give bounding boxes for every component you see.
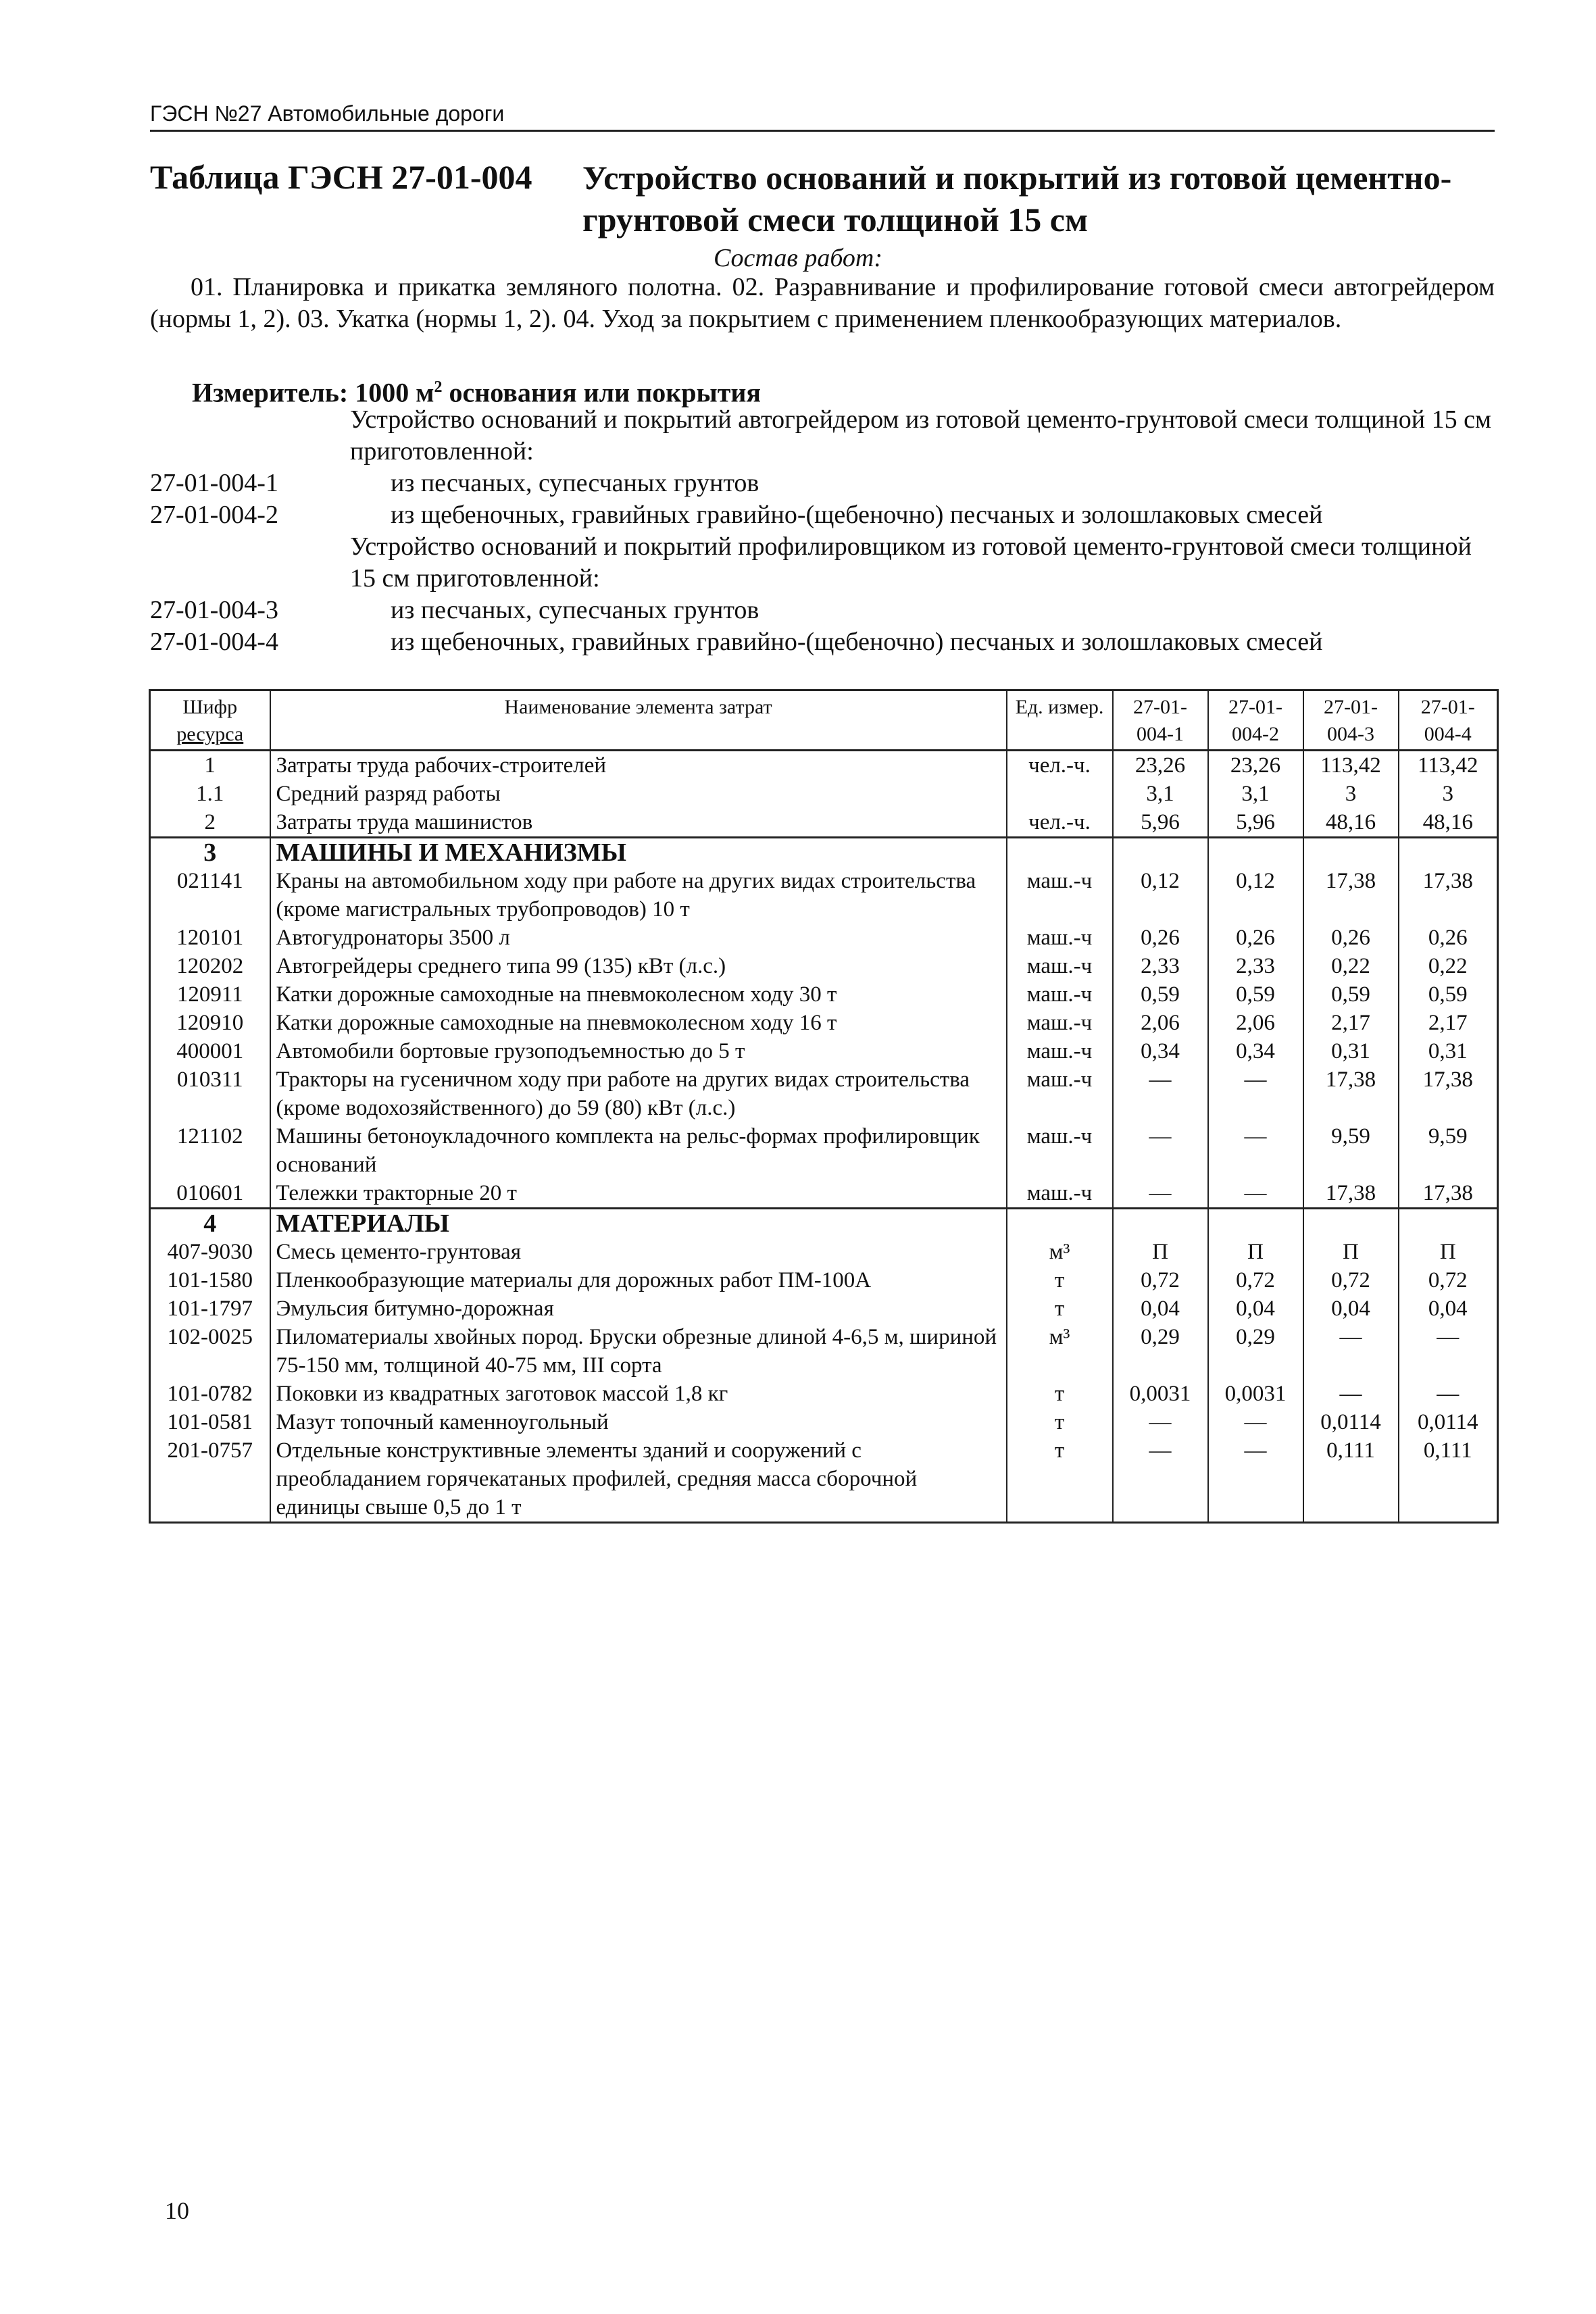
resource-name: Эмульсия битумно-дорожная: [270, 1294, 1007, 1323]
resource-name: Затраты труда рабочих-строителей: [270, 751, 1007, 780]
header-norm-1-line2: 004-1: [1137, 723, 1184, 745]
table-header-row: [150, 690, 1498, 751]
value-norm-2: 0,72: [1208, 1266, 1303, 1294]
resource-code: 010311: [150, 1065, 270, 1122]
resource-code: 407-9030: [150, 1238, 270, 1266]
resource-code: 120910: [150, 1009, 270, 1037]
norm-desc: из щебеночных, гравийных гравийно-(щебеночно) песчаных и золошлаковых смесей: [391, 628, 1323, 656]
resource-code: 2: [150, 808, 270, 838]
value-norm-3: 0,72: [1303, 1266, 1399, 1294]
running-header: ГЭСН №27 Автомобильные дороги: [150, 100, 1495, 132]
resource-code: 201-0757: [150, 1436, 270, 1523]
resource-unit: [1007, 838, 1113, 867]
value-norm-2: —: [1208, 1179, 1303, 1209]
section-title: МАШИНЫ И МЕХАНИЗМЫ: [270, 838, 1007, 867]
resource-unit: чел.-ч.: [1007, 808, 1113, 838]
header-name: Наименование элемента затрат: [270, 690, 1007, 751]
section-code: 3: [150, 838, 270, 867]
norm-desc: из песчаных, супесчаных грунтов: [391, 596, 759, 624]
value-norm-1: —: [1113, 1408, 1208, 1436]
value-norm-2: 0,29: [1208, 1323, 1303, 1380]
value-norm-2: 0,26: [1208, 924, 1303, 952]
resource-unit: чел.-ч.: [1007, 751, 1113, 780]
resource-code: 101-1797: [150, 1294, 270, 1323]
resource-code: 120101: [150, 924, 270, 952]
resource-code: 121102: [150, 1122, 270, 1179]
section-title: МАТЕРИАЛЫ: [270, 1209, 1007, 1238]
value-norm-1: 3,1: [1113, 780, 1208, 808]
resource-name: Краны на автомобильном ходу при работе на других видах строительства (кроме магистральных трубопроводов) 10 т: [270, 867, 1007, 924]
value-norm-2: 2,33: [1208, 952, 1303, 980]
resource-unit: м³: [1007, 1238, 1113, 1266]
header-norm-3: [1303, 690, 1399, 751]
header-norm-4-line1: 27-01-: [1420, 696, 1475, 718]
table-title: Устройство оснований и покрытий из готовой цементно-грунтовой смеси толщиной 15 см: [582, 159, 1452, 238]
table-row: [150, 808, 1498, 838]
norm-list: [150, 404, 1495, 658]
value-norm-2: 0,59: [1208, 980, 1303, 1009]
value-norm-3: 113,42: [1303, 751, 1399, 780]
table-row: [150, 1122, 1498, 1179]
value-norm-4: П: [1399, 1238, 1498, 1266]
value-norm-3: 9,59: [1303, 1122, 1399, 1179]
value-norm-4: 113,42: [1399, 751, 1498, 780]
resource-code: 101-1580: [150, 1266, 270, 1294]
value-norm-3: 0,04: [1303, 1294, 1399, 1323]
resource-name: Автогудронаторы 3500 л: [270, 924, 1007, 952]
value-norm-1: 0,26: [1113, 924, 1208, 952]
norm-code: 27-01-004-1: [150, 469, 278, 497]
section-code: 4: [150, 1209, 270, 1238]
resource-name: Автогрейдеры среднего типа 99 (135) кВт (л.с.): [270, 952, 1007, 980]
table-row: [150, 980, 1498, 1009]
value-norm-3: 0,0114: [1303, 1408, 1399, 1436]
page-number: 10: [165, 2197, 189, 2224]
value-norm-4: 17,38: [1399, 1179, 1498, 1209]
header-norm-1: [1113, 690, 1208, 751]
resource-unit: маш.-ч: [1007, 924, 1113, 952]
resource-table: [149, 689, 1499, 1524]
norm-item: [150, 626, 1495, 658]
table-row: [150, 1408, 1498, 1436]
value-norm-1: 0,72: [1113, 1266, 1208, 1294]
resource-name: Смесь цементо-грунтовая: [270, 1238, 1007, 1266]
value-norm-4: [1399, 1209, 1498, 1238]
resource-unit: т: [1007, 1380, 1113, 1408]
table-row: [150, 1065, 1498, 1122]
norm-group-heading: Устройство оснований и покрытий профилировщиком из готовой цементо-грунтовой смеси толщиной 15 см приготовленной:: [350, 532, 1472, 593]
value-norm-2: 0,34: [1208, 1037, 1303, 1065]
value-norm-1: 5,96: [1113, 808, 1208, 838]
resource-code: 101-0782: [150, 1380, 270, 1408]
value-norm-3: [1303, 1209, 1399, 1238]
resource-name: Отдельные конструктивные элементы зданий и сооружений с преобладанием горячекатаных профилей, средняя масса сборочной единицы свыше 0,5 до 1 т: [270, 1436, 1007, 1523]
table-row: [150, 751, 1498, 780]
table-row: [150, 1323, 1498, 1380]
norm-item: [150, 595, 1495, 626]
resource-code: 101-0581: [150, 1408, 270, 1436]
value-norm-2: —: [1208, 1436, 1303, 1523]
table-row: [150, 1380, 1498, 1408]
value-norm-4: 0,22: [1399, 952, 1498, 980]
value-norm-3: 3: [1303, 780, 1399, 808]
works-heading: Состав работ:: [713, 244, 883, 272]
resource-name: Катки дорожные самоходные на пневмоколесном ходу 30 т: [270, 980, 1007, 1009]
resource-name: Автомобили бортовые грузоподъемностью до 5 т: [270, 1037, 1007, 1065]
table-row: [150, 952, 1498, 980]
table-row: [150, 867, 1498, 924]
value-norm-3: 17,38: [1303, 1179, 1399, 1209]
resource-name: Мазут топочный каменноугольный: [270, 1408, 1007, 1436]
resource-unit: маш.-ч: [1007, 1122, 1113, 1179]
value-norm-4: 2,17: [1399, 1009, 1498, 1037]
resource-code: 1.1: [150, 780, 270, 808]
value-norm-4: —: [1399, 1323, 1498, 1380]
table-row: [150, 1179, 1498, 1209]
header-norm-2-line1: 27-01-: [1228, 696, 1282, 718]
resource-unit: т: [1007, 1294, 1113, 1323]
value-norm-3: —: [1303, 1380, 1399, 1408]
header-code-line2: ресурса: [176, 723, 244, 745]
value-norm-4: 0,59: [1399, 980, 1498, 1009]
header-norm-2-line2: 004-2: [1232, 723, 1279, 745]
table-row: [150, 780, 1498, 808]
section-row: [150, 838, 1498, 867]
value-norm-2: 0,04: [1208, 1294, 1303, 1323]
norm-desc: из песчаных, супесчаных грунтов: [391, 469, 759, 497]
value-norm-4: 0,26: [1399, 924, 1498, 952]
resource-name: Затраты труда машинистов: [270, 808, 1007, 838]
resource-unit: м³: [1007, 1323, 1113, 1380]
value-norm-1: [1113, 838, 1208, 867]
value-norm-3: 0,22: [1303, 952, 1399, 980]
resource-name: Катки дорожные самоходные на пневмоколесном ходу 16 т: [270, 1009, 1007, 1037]
resource-name: Пленкообразующие материалы для дорожных работ ПМ-100А: [270, 1266, 1007, 1294]
resource-name: Тракторы на гусеничном ходу при работе на других видах строительства (кроме водохозяйственного) до 59 (80) кВт (л.с.): [270, 1065, 1007, 1122]
value-norm-3: [1303, 838, 1399, 867]
value-norm-3: 17,38: [1303, 1065, 1399, 1122]
value-norm-4: 48,16: [1399, 808, 1498, 838]
resource-unit: маш.-ч: [1007, 1179, 1113, 1209]
value-norm-4: 0,04: [1399, 1294, 1498, 1323]
value-norm-2: —: [1208, 1065, 1303, 1122]
resource-code: 120202: [150, 952, 270, 980]
resource-unit: т: [1007, 1408, 1113, 1436]
value-norm-4: 17,38: [1399, 867, 1498, 924]
resource-code: 102-0025: [150, 1323, 270, 1380]
value-norm-3: 48,16: [1303, 808, 1399, 838]
resource-name: Поковки из квадратных заготовок массой 1,8 кг: [270, 1380, 1007, 1408]
meter-superscript: 2: [434, 378, 443, 396]
value-norm-2: [1208, 838, 1303, 867]
norm-item: [150, 499, 1495, 531]
value-norm-1: 23,26: [1113, 751, 1208, 780]
section-row: [150, 1209, 1498, 1238]
value-norm-2: 0,0031: [1208, 1380, 1303, 1408]
value-norm-1: П: [1113, 1238, 1208, 1266]
table-row: [150, 1238, 1498, 1266]
value-norm-3: 0,26: [1303, 924, 1399, 952]
table-row: [150, 1436, 1498, 1523]
header-norm-3-line1: 27-01-: [1324, 696, 1378, 718]
value-norm-1: 2,33: [1113, 952, 1208, 980]
value-norm-4: 0,111: [1399, 1436, 1498, 1523]
resource-unit: маш.-ч: [1007, 867, 1113, 924]
resource-code: 010601: [150, 1179, 270, 1209]
value-norm-1: 0,12: [1113, 867, 1208, 924]
header-norm-4: [1399, 690, 1498, 751]
value-norm-2: [1208, 1209, 1303, 1238]
value-norm-1: 2,06: [1113, 1009, 1208, 1037]
value-norm-2: —: [1208, 1408, 1303, 1436]
value-norm-1: 0,0031: [1113, 1380, 1208, 1408]
value-norm-3: —: [1303, 1323, 1399, 1380]
meter-prefix: Измеритель: 1000 м: [192, 377, 434, 408]
resource-unit: т: [1007, 1266, 1113, 1294]
resource-unit: маш.-ч: [1007, 980, 1113, 1009]
table-row: [150, 1266, 1498, 1294]
table-row: [150, 1037, 1498, 1065]
resource-unit: [1007, 1209, 1113, 1238]
header-unit: Ед. измер.: [1007, 690, 1113, 751]
value-norm-2: 0,12: [1208, 867, 1303, 924]
table-label: Таблица ГЭСН 27-01-004: [150, 158, 532, 196]
resource-unit: [1007, 780, 1113, 808]
resource-unit: маш.-ч: [1007, 1065, 1113, 1122]
value-norm-3: 0,111: [1303, 1436, 1399, 1523]
table-row: [150, 1009, 1498, 1037]
value-norm-3: 2,17: [1303, 1009, 1399, 1037]
header-norm-2: [1208, 690, 1303, 751]
value-norm-1: 0,59: [1113, 980, 1208, 1009]
value-norm-2: 2,06: [1208, 1009, 1303, 1037]
norm-code: 27-01-004-4: [150, 628, 278, 656]
resource-name: Пиломатериалы хвойных пород. Бруски обрезные длиной 4-6,5 м, шириной 75-150 мм, толщиной 40-75 мм, III сорта: [270, 1323, 1007, 1380]
value-norm-4: 3: [1399, 780, 1498, 808]
value-norm-1: 0,04: [1113, 1294, 1208, 1323]
value-norm-3: 0,31: [1303, 1037, 1399, 1065]
norm-item: [150, 468, 1495, 499]
value-norm-3: 0,59: [1303, 980, 1399, 1009]
value-norm-4: 0,0114: [1399, 1408, 1498, 1436]
value-norm-4: 17,38: [1399, 1065, 1498, 1122]
norm-code: 27-01-004-3: [150, 596, 278, 624]
table-row: [150, 1294, 1498, 1323]
value-norm-4: [1399, 838, 1498, 867]
resource-name: Средний разряд работы: [270, 780, 1007, 808]
value-norm-1: 0,34: [1113, 1037, 1208, 1065]
resource-unit: маш.-ч: [1007, 1037, 1113, 1065]
header-code-line1: Шифр: [182, 696, 238, 718]
value-norm-1: —: [1113, 1122, 1208, 1179]
resource-unit: т: [1007, 1436, 1113, 1523]
value-norm-2: П: [1208, 1238, 1303, 1266]
value-norm-4: 0,72: [1399, 1266, 1498, 1294]
value-norm-1: —: [1113, 1179, 1208, 1209]
value-norm-2: 5,96: [1208, 808, 1303, 838]
resource-name: Тележки тракторные 20 т: [270, 1179, 1007, 1209]
header-norm-4-line2: 004-4: [1424, 723, 1472, 745]
resource-code: 021141: [150, 867, 270, 924]
value-norm-1: 0,29: [1113, 1323, 1208, 1380]
value-norm-2: 23,26: [1208, 751, 1303, 780]
meter-suffix: основания или покрытия: [442, 377, 762, 408]
resource-code: 1: [150, 751, 270, 780]
value-norm-4: —: [1399, 1380, 1498, 1408]
header-norm-3-line2: 004-3: [1327, 723, 1374, 745]
resource-code: 120911: [150, 980, 270, 1009]
works-text: 01. Планировка и прикатка земляного полотна. 02. Разравнивание и профилирование готовой смеси автогрейдером (нормы 1, 2). 03. Укатка (нормы 1, 2). 04. Уход за покрытием с применением пленкообразующих материалов.: [150, 273, 1495, 333]
value-norm-1: —: [1113, 1065, 1208, 1122]
table-row: [150, 924, 1498, 952]
value-norm-4: 0,31: [1399, 1037, 1498, 1065]
value-norm-3: П: [1303, 1238, 1399, 1266]
resource-name: Машины бетоноукладочного комплекта на рельс-формах профилировщик оснований: [270, 1122, 1007, 1179]
value-norm-1: —: [1113, 1436, 1208, 1523]
header-code: [150, 690, 270, 751]
norm-code: 27-01-004-2: [150, 501, 278, 529]
header-norm-1-line1: 27-01-: [1133, 696, 1187, 718]
value-norm-4: 9,59: [1399, 1122, 1498, 1179]
norm-group-heading: Устройство оснований и покрытий автогрейдером из готовой цементо-грунтовой смеси толщиной 15 см приготовленной:: [350, 405, 1491, 466]
norm-desc: из щебеночных, гравийных гравийно-(щебеночно) песчаных и золошлаковых смесей: [391, 501, 1323, 529]
value-norm-2: —: [1208, 1122, 1303, 1179]
resource-unit: маш.-ч: [1007, 952, 1113, 980]
value-norm-3: 17,38: [1303, 867, 1399, 924]
value-norm-2: 3,1: [1208, 780, 1303, 808]
value-norm-1: [1113, 1209, 1208, 1238]
resource-code: 400001: [150, 1037, 270, 1065]
resource-unit: маш.-ч: [1007, 1009, 1113, 1037]
